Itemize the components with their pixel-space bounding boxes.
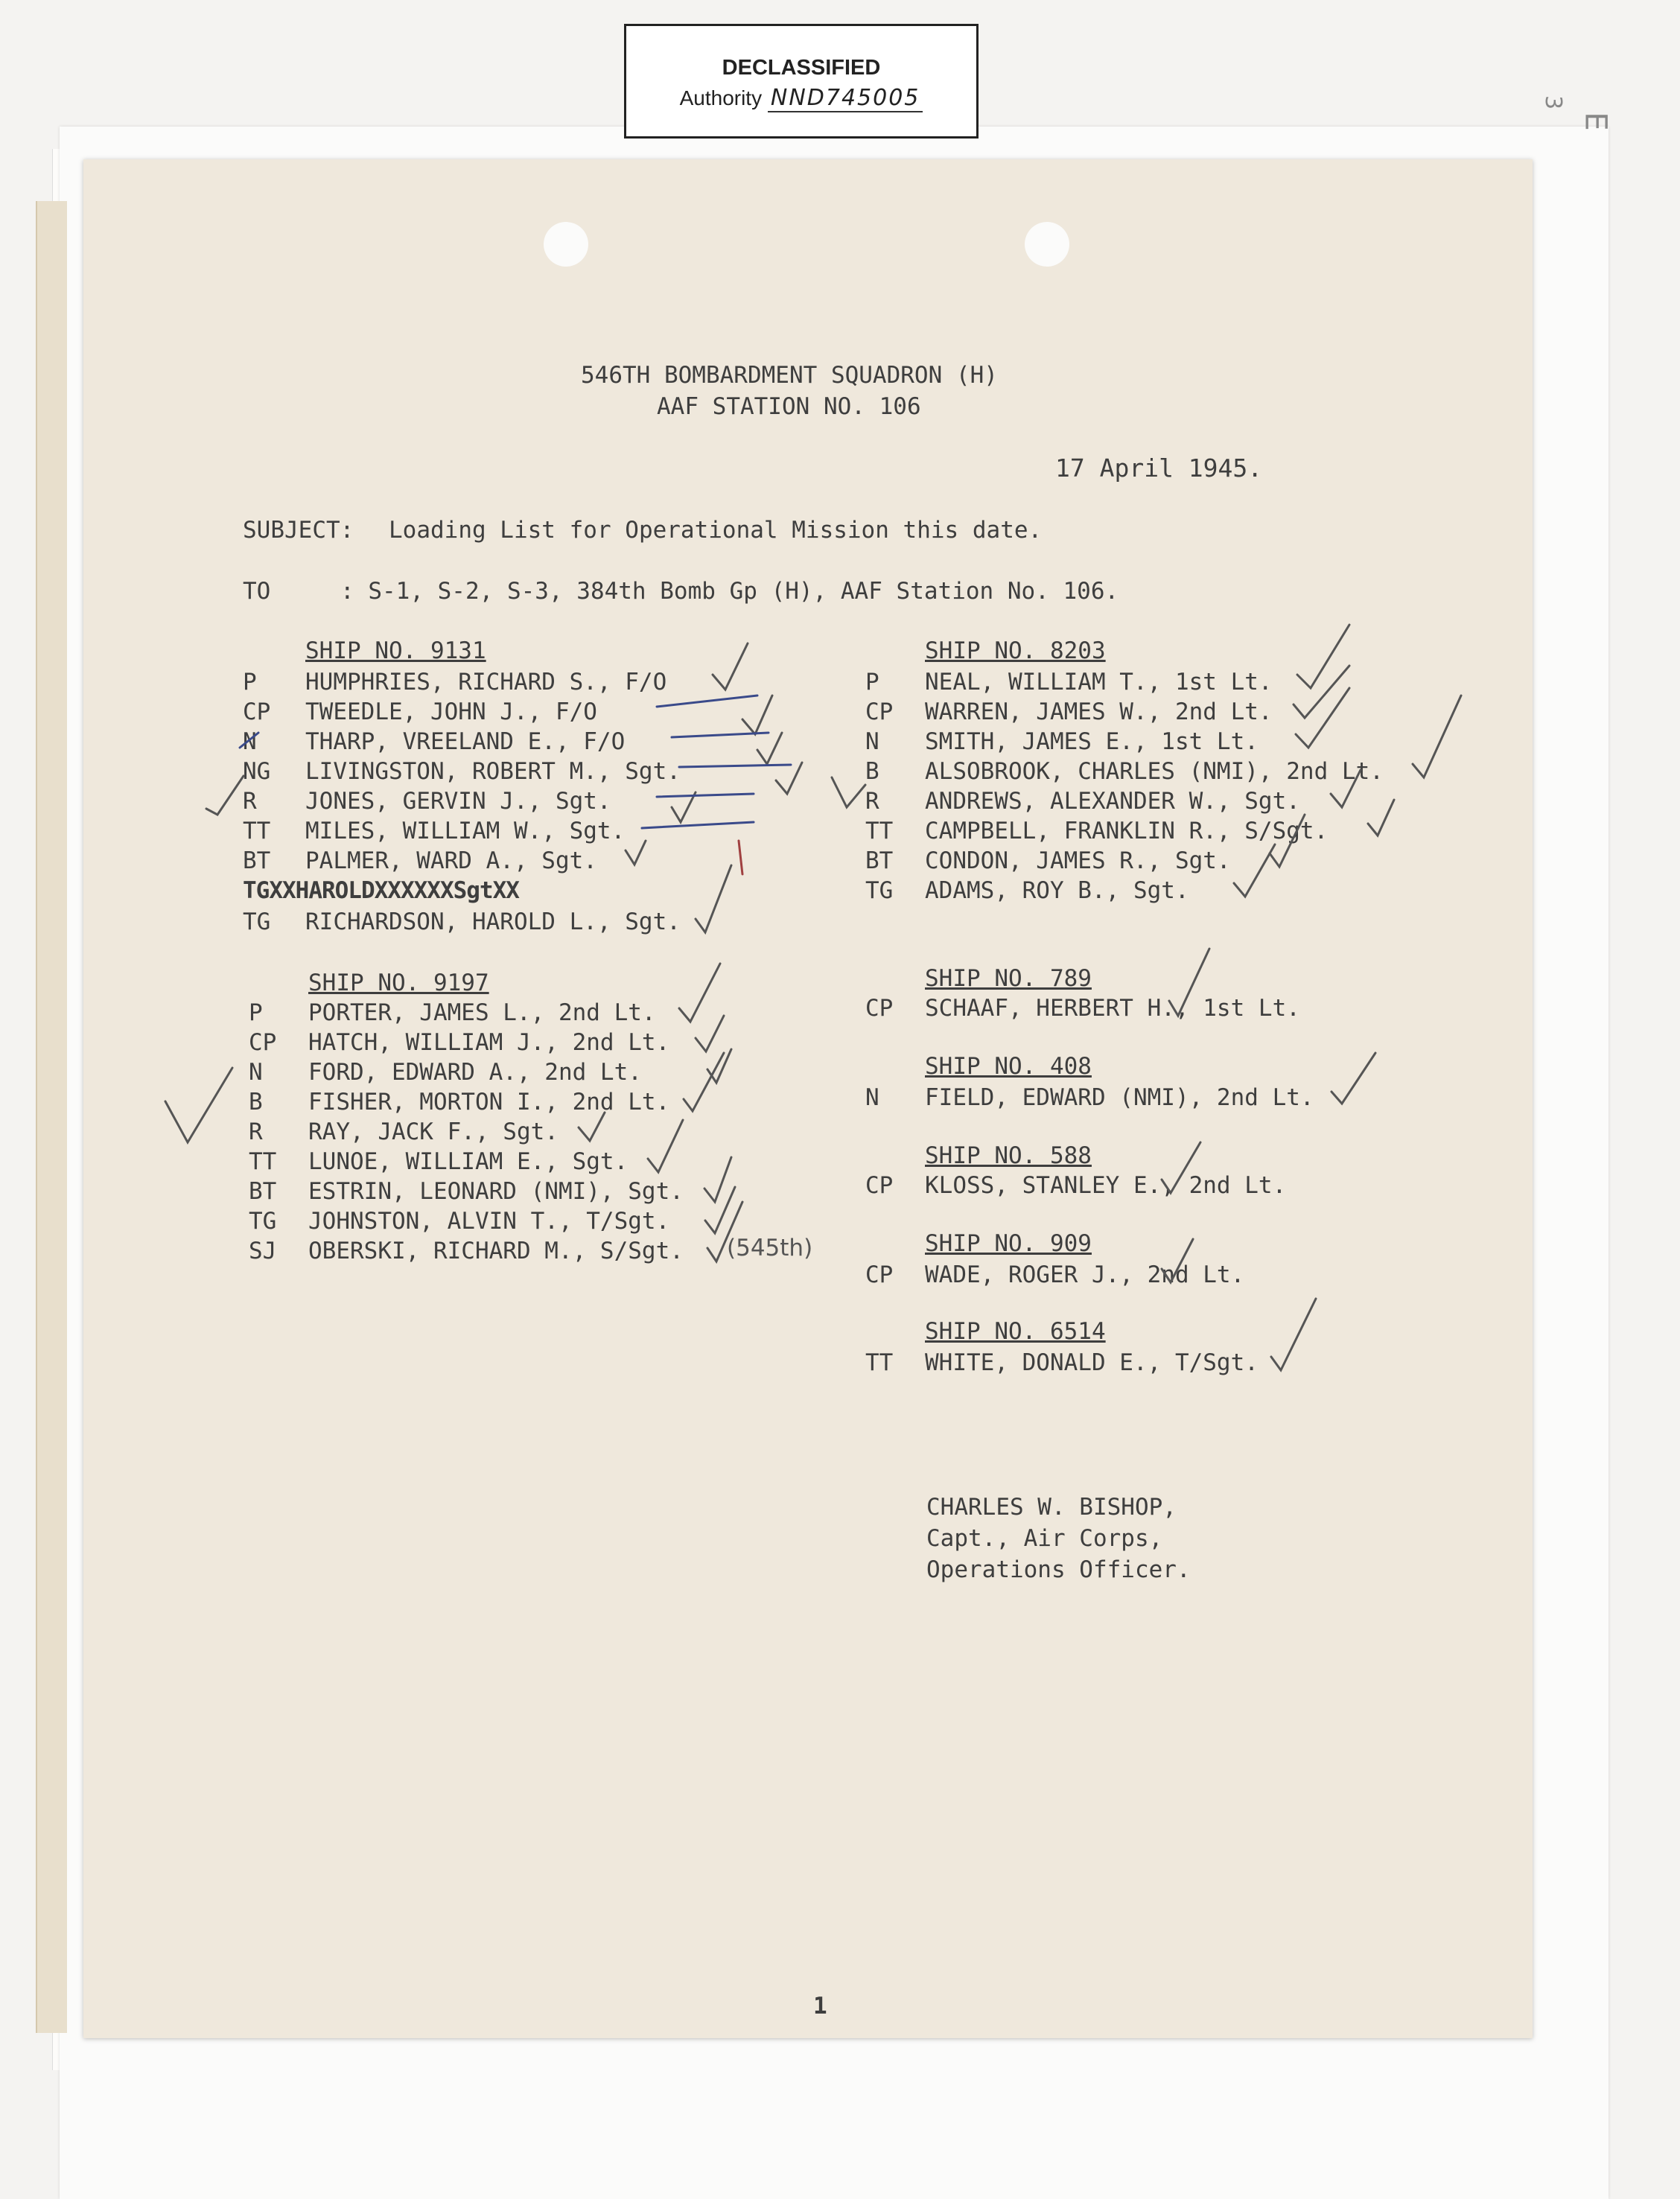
crew-role: B	[249, 1089, 263, 1116]
to-label: TO	[243, 578, 271, 605]
crew-note: (545th)	[727, 1235, 813, 1261]
crew-name: CONDON, JAMES R., Sgt.	[925, 847, 1231, 874]
check-mark-icon	[1368, 800, 1394, 836]
crew-name: WADE, ROGER J., 2nd Lt.	[925, 1261, 1245, 1288]
crew-name: HATCH, WILLIAM J., 2nd Lt.	[308, 1029, 670, 1056]
document-page	[83, 159, 1533, 2038]
check-mark-icon	[1169, 949, 1209, 1016]
check-mark-icon	[165, 1068, 232, 1142]
crew-role: TT	[249, 1148, 277, 1175]
signature-title: Operations Officer.	[926, 1556, 1191, 1583]
crew-role: CP	[243, 698, 271, 725]
ship-title-408: SHIP NO. 408	[925, 1053, 1092, 1080]
crew-name: RICHARDSON, HAROLD L., Sgt.	[305, 908, 681, 935]
crew-role: R	[249, 1118, 263, 1145]
crew-role: CP	[865, 995, 894, 1022]
check-mark-icon	[704, 1157, 731, 1202]
crew-role: TT	[865, 1349, 894, 1376]
crew-role: TG	[865, 877, 894, 904]
crew-role: TG	[249, 1208, 277, 1235]
stamp-authority	[626, 85, 976, 111]
edge-mark: E	[1578, 112, 1613, 131]
crew-name: HUMPHRIES, RICHARD S., F/O	[305, 669, 667, 696]
crew-role: P	[243, 669, 257, 696]
crew-name: SCHAAF, HERBERT H., 1st Lt.	[925, 995, 1300, 1022]
folder-edge	[36, 201, 67, 2033]
crew-name: JONES, GERVIN J., Sgt.	[305, 788, 611, 815]
check-mark-icon	[648, 1120, 683, 1172]
ship-title-9131: SHIP NO. 9131	[305, 637, 486, 664]
crew-role: N	[243, 728, 257, 755]
struck-out-line: TGXXHAROLDXXXXXXSgtXX	[243, 877, 519, 904]
crew-role: BT	[243, 847, 271, 874]
crew-name: TWEEDLE, JOHN J., F/O	[305, 698, 597, 725]
check-mark-icon	[1331, 770, 1361, 807]
signature-name: CHARLES W. BISHOP,	[926, 1494, 1177, 1521]
crew-name: FISHER, MORTON I., 2nd Lt.	[308, 1089, 670, 1116]
stamp-authority-label: Authority	[679, 86, 763, 109]
check-mark-icon	[1294, 666, 1349, 718]
check-mark-icon	[579, 1113, 605, 1141]
crew-role: R	[865, 788, 879, 815]
crew-name: THARP, VREELAND E., F/O	[305, 728, 626, 755]
crew-name: MILES, WILLIAM W., Sgt.	[305, 818, 626, 844]
handwritten-marks	[83, 159, 1533, 2038]
ship-title-789: SHIP NO. 789	[925, 965, 1092, 992]
crew-role: TG	[243, 908, 271, 935]
check-mark-icon	[679, 964, 720, 1022]
crew-role: CP	[249, 1029, 277, 1056]
crew-name: LIVINGSTON, ROBERT M., Sgt.	[305, 758, 681, 785]
crew-role: CP	[865, 1261, 894, 1288]
crew-name: PALMER, WARD A., Sgt.	[305, 847, 597, 874]
crew-name: KLOSS, STANLEY E., 2nd Lt.	[925, 1172, 1287, 1199]
check-mark-icon	[776, 763, 802, 794]
crew-role: BT	[249, 1178, 277, 1205]
check-mark-icon	[696, 865, 731, 932]
crew-role: NG	[243, 758, 271, 785]
check-mark-icon	[742, 696, 772, 734]
check-mark-icon	[757, 733, 782, 764]
stamp-title: DECLASSIFIED	[722, 56, 881, 80]
crew-name: FIELD, EDWARD (NMI), 2nd Lt.	[925, 1084, 1314, 1111]
check-mark-icon	[696, 1016, 724, 1051]
check-mark-icon	[1234, 844, 1275, 897]
ship-title-8203: SHIP NO. 8203	[925, 637, 1106, 664]
crew-role: R	[243, 788, 257, 815]
subject-label: SUBJECT:	[243, 517, 354, 544]
check-mark-icon	[832, 777, 865, 807]
crew-role: TT	[865, 818, 894, 844]
crew-name: ALSOBROOK, CHARLES (NMI), 2nd Lt.	[925, 758, 1384, 785]
crew-name: SMITH, JAMES E., 1st Lt.	[925, 728, 1259, 755]
to-text: : S-1, S-2, S-3, 384th Bomb Gp (H), AAF Station No. 106.	[340, 578, 1119, 605]
crew-name: WARREN, JAMES W., 2nd Lt.	[925, 698, 1273, 725]
crew-role: P	[865, 669, 879, 696]
check-mark-icon	[1271, 1299, 1316, 1370]
declassified-stamp	[624, 24, 979, 139]
stamp-authority-number: NND745005	[768, 85, 923, 112]
unit-heading: 546TH BOMBARDMENT SQUADRON (H)	[581, 362, 998, 389]
crew-role: N	[249, 1059, 263, 1086]
ship-title-909: SHIP NO. 909	[925, 1230, 1092, 1257]
page-number: 1	[813, 1993, 827, 2020]
crew-name: OBERSKI, RICHARD M., S/Sgt.	[308, 1238, 684, 1264]
check-mark-icon	[1331, 1053, 1375, 1104]
crew-name: ANDREWS, ALEXANDER W., Sgt.	[925, 788, 1300, 815]
crew-role: BT	[865, 847, 894, 874]
crew-name: CAMPBELL, FRANKLIN R., S/Sgt.	[925, 818, 1329, 844]
crew-name: PORTER, JAMES L., 2nd Lt.	[308, 999, 656, 1026]
crew-name: LUNOE, WILLIAM E., Sgt.	[308, 1148, 629, 1175]
crew-role: N	[865, 1084, 879, 1111]
crew-role: CP	[865, 698, 894, 725]
crew-role: CP	[865, 1172, 894, 1199]
crew-name: ESTRIN, LEONARD (NMI), Sgt.	[308, 1178, 684, 1205]
check-mark-icon	[1270, 815, 1305, 867]
crew-role: TT	[243, 818, 271, 844]
ship-title-9197: SHIP NO. 9197	[308, 970, 489, 996]
crew-name: JOHNSTON, ALVIN T., T/Sgt.	[308, 1208, 670, 1235]
check-mark-icon	[1162, 1239, 1193, 1282]
check-mark-icon	[1413, 696, 1461, 777]
crew-name: ADAMS, ROY B., Sgt.	[925, 877, 1189, 904]
signature-rank: Capt., Air Corps,	[926, 1525, 1163, 1552]
crew-role: SJ	[249, 1238, 277, 1264]
date: 17 April 1945.	[1055, 454, 1263, 483]
crew-name: WHITE, DONALD E., T/Sgt.	[925, 1349, 1259, 1376]
ship-title-6514: SHIP NO. 6514	[925, 1318, 1106, 1345]
ship-title-588: SHIP NO. 588	[925, 1142, 1092, 1169]
crew-role: B	[865, 758, 879, 785]
crew-role: P	[249, 999, 263, 1026]
check-mark-icon	[1162, 1142, 1200, 1193]
check-mark-icon	[206, 776, 244, 815]
check-mark-icon	[1297, 625, 1349, 688]
subject-text: Loading List for Operational Mission this date.	[389, 517, 1043, 544]
crew-name: RAY, JACK F., Sgt.	[308, 1118, 559, 1145]
crew-role: N	[865, 728, 879, 755]
crew-name: FORD, EDWARD A., 2nd Lt.	[308, 1059, 642, 1086]
check-mark-icon	[713, 643, 748, 690]
edge-mark: 3	[1540, 95, 1567, 110]
station-heading: AAF STATION NO. 106	[657, 393, 921, 420]
crew-name: NEAL, WILLIAM T., 1st Lt.	[925, 669, 1273, 696]
check-mark-icon	[626, 841, 646, 865]
